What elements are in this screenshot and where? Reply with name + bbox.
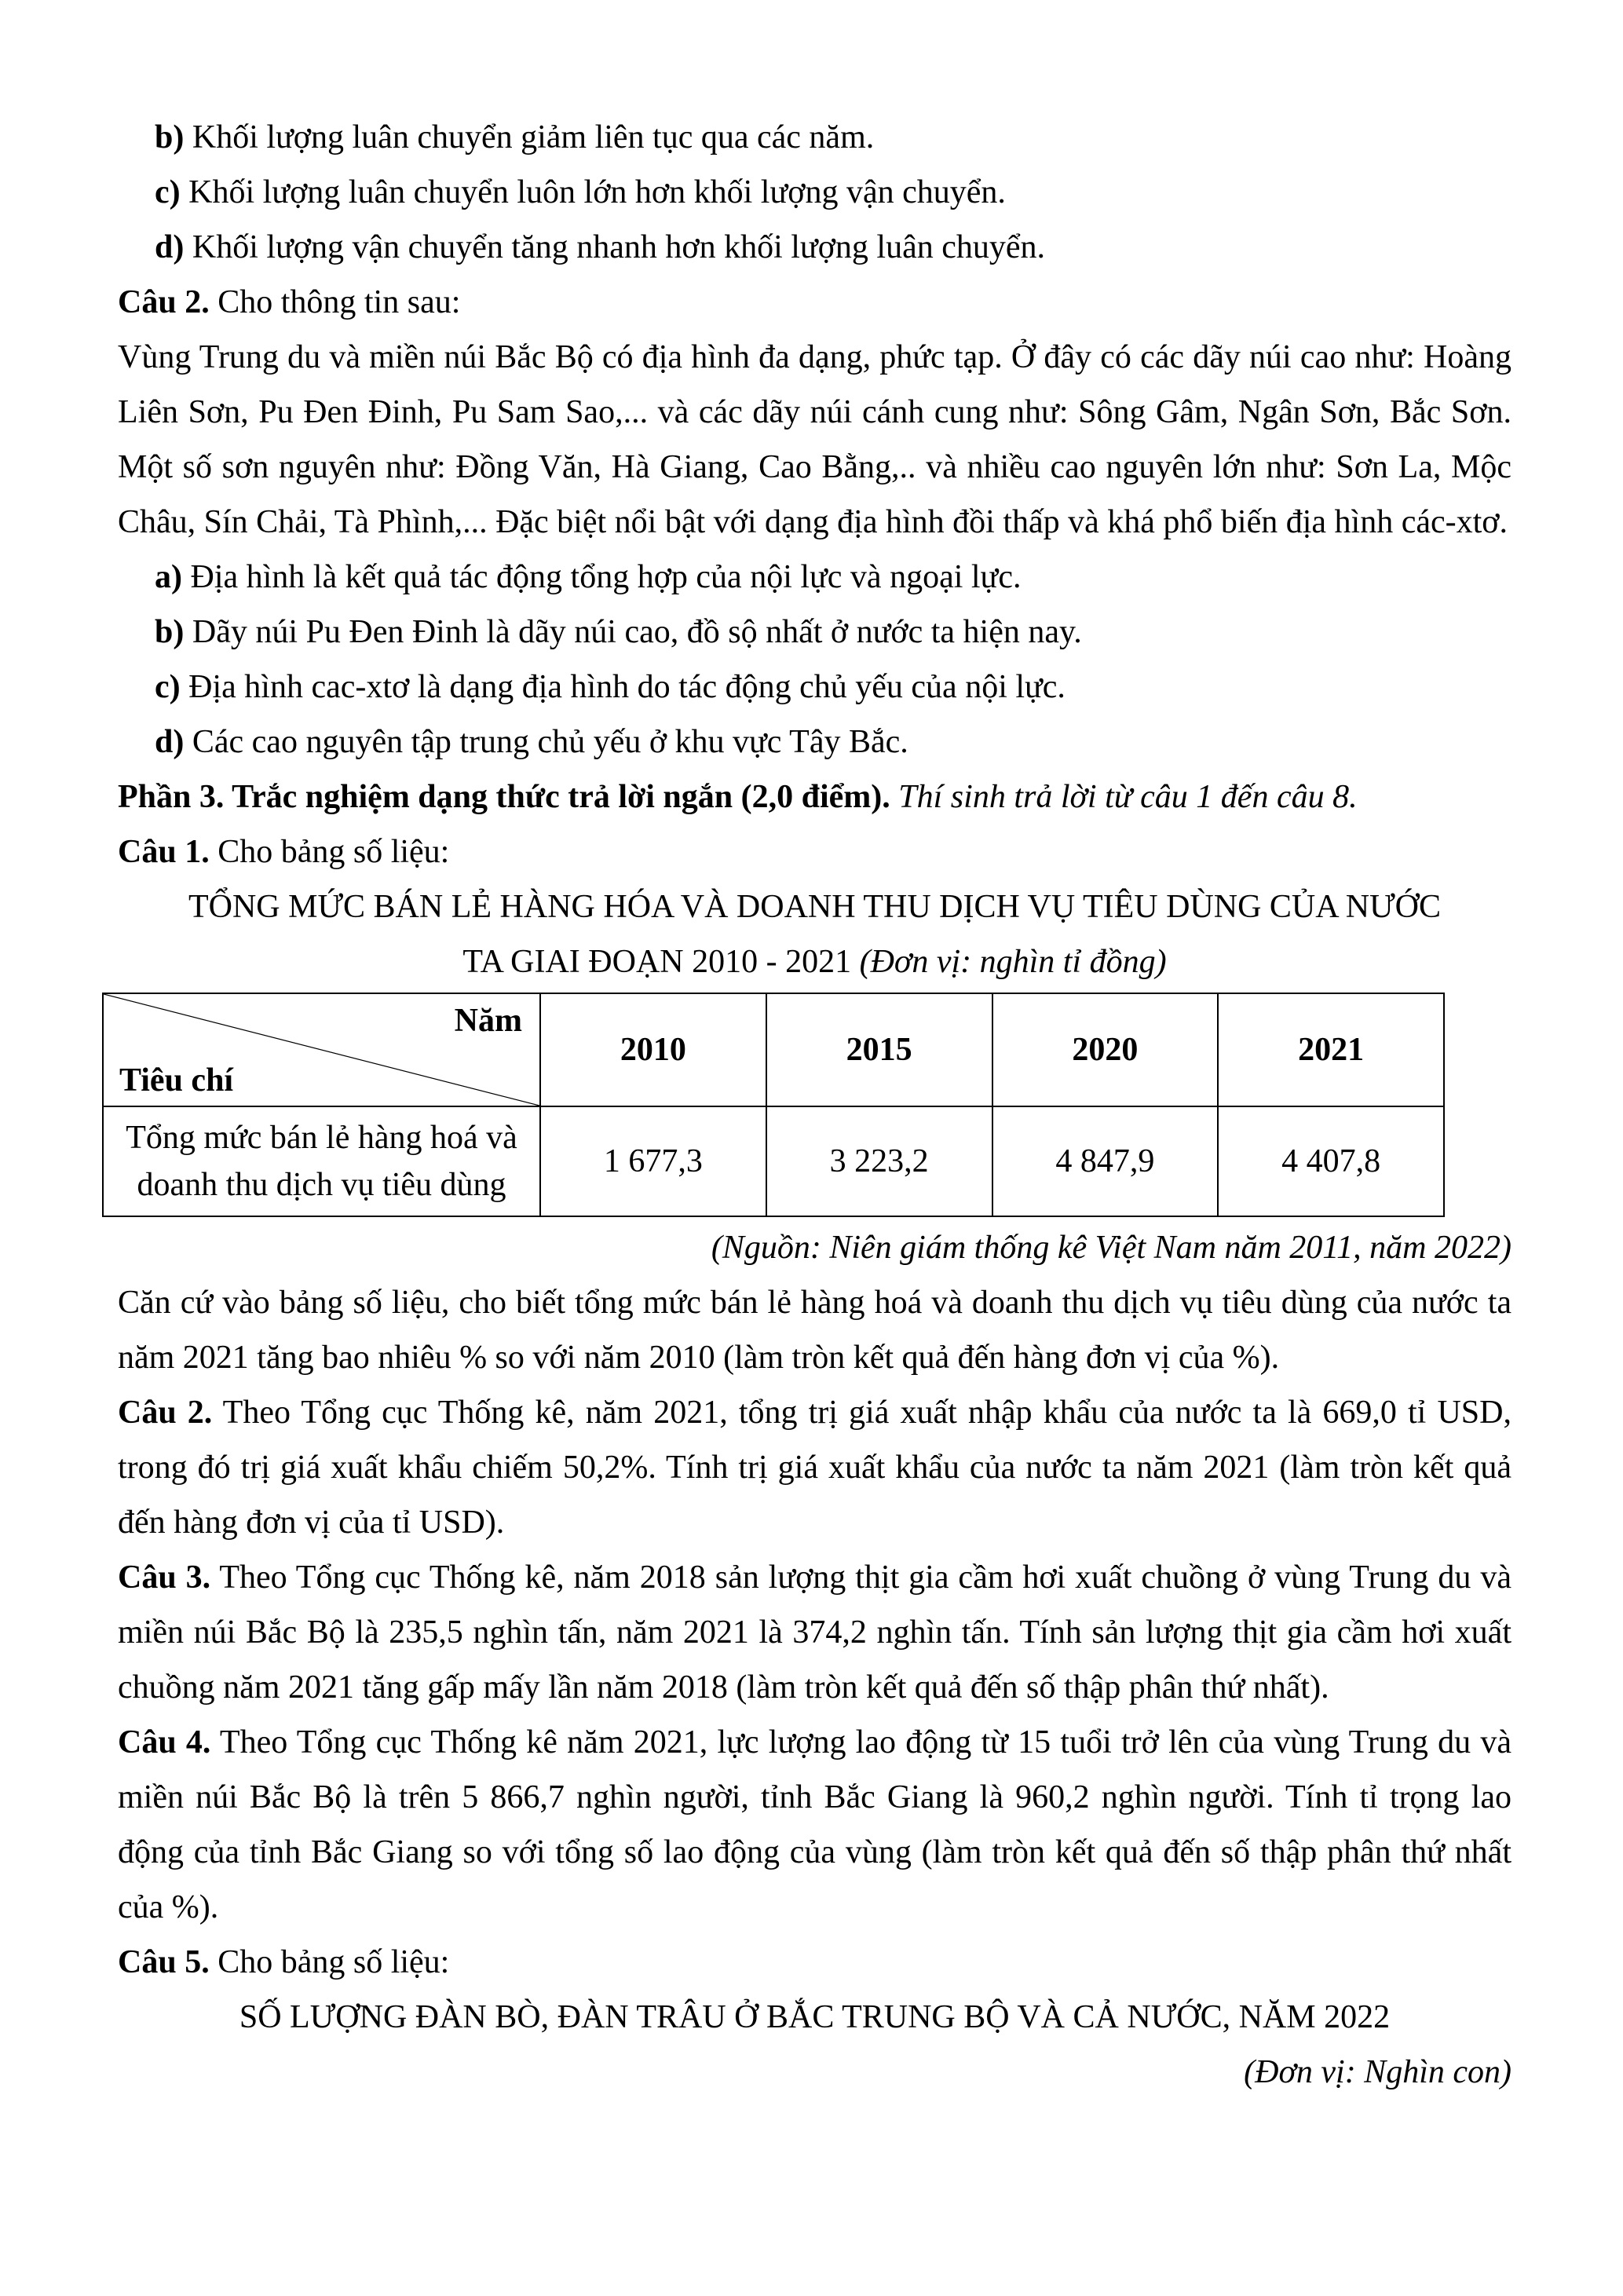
option-b: b) Khối lượng luân chuyển giảm liên tục qua các năm. [155, 119, 875, 155]
table-cell: 4 847,9 [992, 1106, 1219, 1216]
q5-heading: Câu 5. Cho bảng số liệu: [118, 1944, 450, 1980]
year-header: 2021 [1218, 993, 1444, 1106]
q5-unit: (Đơn vị: Nghìn con) [1244, 2054, 1512, 2090]
q4: Câu 4. Theo Tổng cục Thống kê năm 2021, lực lượng lao động từ 15 tuổi trở lên của vùng Trung du và miền núi Bắc Bộ là trên 5 866,7 nghìn người, tỉnh Bắc Giang là 960,2 nghìn người. Tính tỉ trọng lao động của tỉnh Bắc Giang so với tổng số lao động của vùng (làm tròn kết quả đến số thập phân thứ nhất của %). [118, 1724, 1512, 1925]
cau2-option-c: c) Địa hình cac-xtơ là dạng địa hình do tác động chủ yếu của nội lực. [155, 669, 1066, 705]
q1-table-title-line2: TA GIAI ĐOẠN 2010 - 2021 (Đơn vị: nghìn tỉ đồng) [462, 944, 1167, 980]
option-d: d) Khối lượng vận chuyển tăng nhanh hơn khối lượng luân chuyển. [155, 229, 1045, 265]
q1-data-table [102, 993, 1445, 1217]
table-corner-cell [103, 993, 540, 1106]
cau2-heading: Câu 2. Cho thông tin sau: [118, 284, 461, 320]
cau2-option-d: d) Các cao nguyên tập trung chủ yếu ở khu vực Tây Bắc. [155, 724, 908, 760]
corner-label-year: Năm [454, 1003, 522, 1039]
table-cell: 4 407,8 [1218, 1106, 1444, 1216]
year-header: 2015 [766, 993, 992, 1106]
row-label: Tổng mức bán lẻ hàng hoá và doanh thu dịch vụ tiêu dùng [103, 1106, 540, 1216]
cau2-option-a: a) Địa hình là kết quả tác động tổng hợp của nội lực và ngoại lực. [155, 559, 1022, 595]
q2: Câu 2. Theo Tổng cục Thống kê, năm 2021, tổng trị giá xuất nhập khẩu của nước ta là 669,0 tỉ USD, trong đó trị giá xuất khẩu chiếm 50,2%. Tính trị giá xuất khẩu của nước ta năm 2021 (làm tròn kết quả đến hàng đơn vị của tỉ USD). [118, 1395, 1512, 1541]
table-header-row [103, 993, 1444, 1106]
q5-table-title: SỐ LƯỢNG ĐÀN BÒ, ĐÀN TRÂU Ở BẮC TRUNG BỘ VÀ CẢ NƯỚC, NĂM 2022 [239, 1999, 1391, 2035]
corner-label-criteria: Tiêu chí [119, 1062, 234, 1099]
document-page [118, 110, 1512, 2100]
year-header: 2020 [992, 993, 1219, 1106]
cau2-option-b: b) Dãy núi Pu Đen Đinh là dãy núi cao, đồ sộ nhất ở nước ta hiện nay. [155, 614, 1082, 650]
table-row [103, 1106, 1444, 1216]
q3: Câu 3. Theo Tổng cục Thống kê, năm 2018 sản lượng thịt gia cầm hơi xuất chuồng ở vùng Trung du và miền núi Bắc Bộ là 235,5 nghìn tấn, năm 2021 là 374,2 nghìn tấn. Tính sản lượng thịt gia cầm hơi xuất chuồng năm 2021 tăng gấp mấy lần năm 2018 (làm tròn kết quả đến số thập phân thứ nhất). [118, 1559, 1512, 1706]
phan3-heading: Phần 3. Trắc nghiệm dạng thức trả lời ngắn (2,0 điểm). Thí sinh trả lời từ câu 1 đến câu 8. [118, 779, 1358, 815]
cau2-passage: Vùng Trung du và miền núi Bắc Bộ có địa hình đa dạng, phức tạp. Ở đây có các dãy núi cao như: Hoàng Liên Sơn, Pu Đen Đinh, Pu Sam Sao,... và các dãy núi cánh cung như: Sông Gâm, Ngân Sơn, Bắc Sơn. Một số sơn nguyên như: Đồng Văn, Hà Giang, Cao Bằng,.. và nhiều cao nguyên lớn như: Sơn La, Mộc Châu, Sín Chải, Tà Phình,... Đặc biệt nổi bật với dạng địa hình đồi thấp và khá phổ biến địa hình các-xtơ. [118, 339, 1512, 540]
q1-heading: Câu 1. Cho bảng số liệu: [118, 834, 450, 870]
year-header: 2010 [540, 993, 766, 1106]
table-cell: 3 223,2 [766, 1106, 992, 1216]
q1-source: (Nguồn: Niên giám thống kê Việt Nam năm 2011, năm 2022) [711, 1230, 1512, 1266]
table-cell: 1 677,3 [540, 1106, 766, 1216]
q1-table-title-line1: TỔNG MỨC BÁN LẺ HÀNG HÓA VÀ DOANH THU DỊCH VỤ TIÊU DÙNG CỦA NƯỚC [188, 889, 1442, 925]
q1-question: Căn cứ vào bảng số liệu, cho biết tổng mức bán lẻ hàng hoá và doanh thu dịch vụ tiêu dùng của nước ta năm 2021 tăng bao nhiêu % so với năm 2010 (làm tròn kết quả đến hàng đơn vị của %). [118, 1285, 1512, 1376]
option-c: c) Khối lượng luân chuyển luôn lớn hơn khối lượng vận chuyển. [155, 174, 1006, 210]
